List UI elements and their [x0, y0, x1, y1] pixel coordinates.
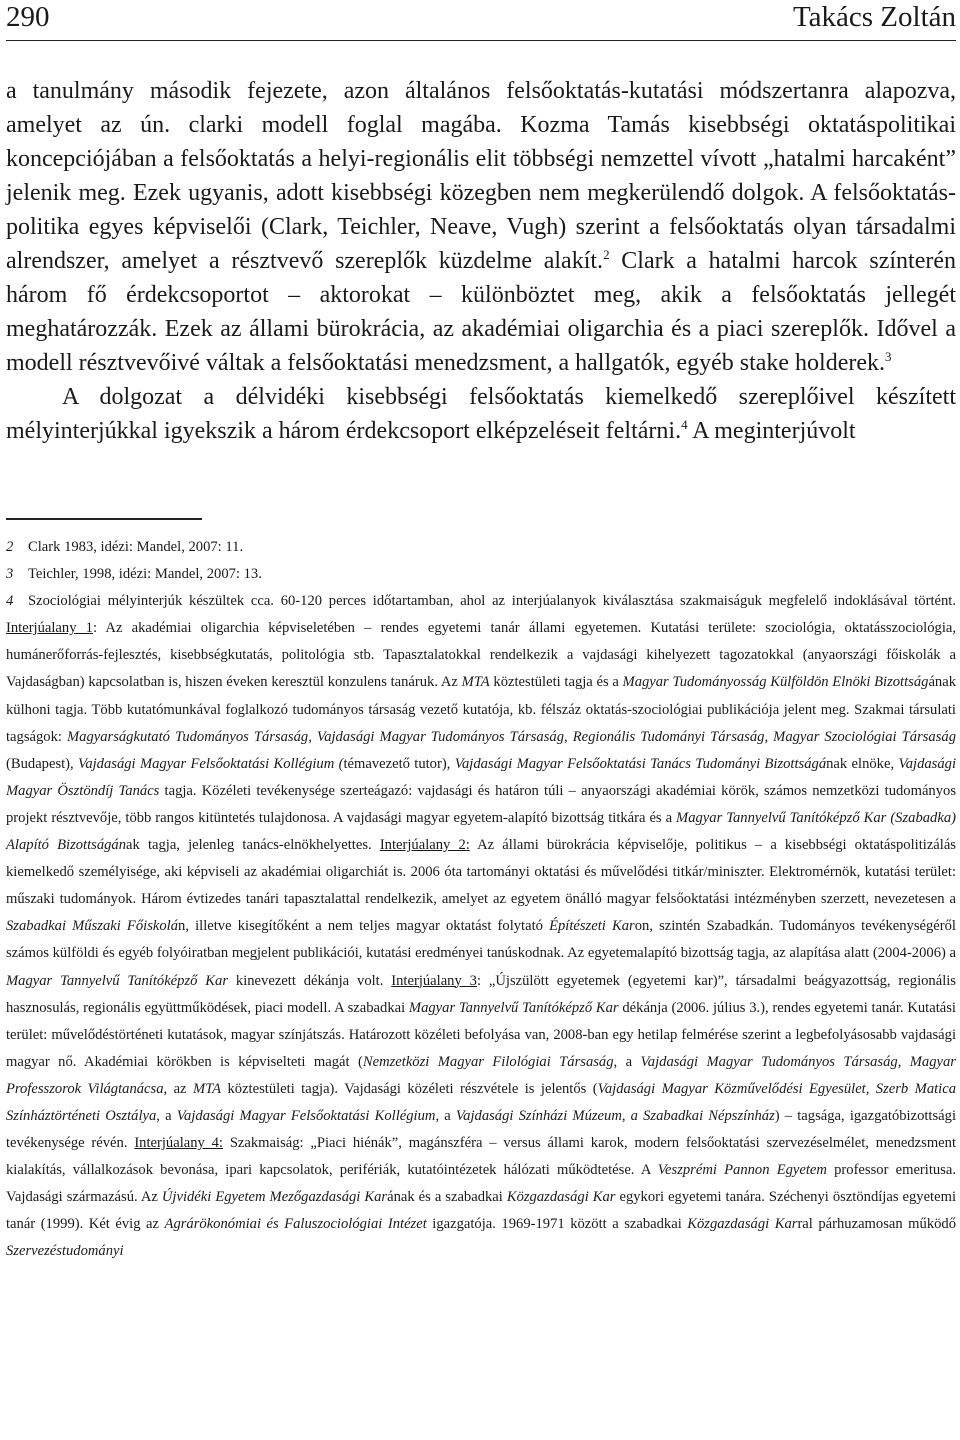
interviewee-1-label: Interjúalany 1 — [6, 620, 93, 637]
page-header — [6, 0, 956, 41]
interviewee-3-label: Interjúalany 3 — [391, 972, 477, 989]
interviewee-2-label: Interjúalany 2: — [379, 837, 470, 854]
page-number: 290 — [6, 1, 50, 33]
footnote-ref-3[interactable]: 3 — [885, 349, 892, 364]
footnote-ref-4[interactable]: 4 — [681, 417, 688, 432]
footnotes — [6, 534, 956, 1266]
interviewee-4-label: Interjúalany 4: — [134, 1135, 223, 1152]
main-text — [6, 74, 956, 448]
footnote-number: 3 — [6, 566, 14, 583]
paragraph-2: A dolgozat a délvidéki kisebbségi felsőoktatás kiemelkedő szereplőivel készített mélyinterjúkkal igyekszik a három érdekcsoport elképzeléseit feltárni.$^4$ A meginterjúvolt — [6, 384, 956, 444]
footnote-2: 2 Clark 1983, idézi: Mandel, 2007: 11. — [6, 534, 956, 561]
footnote-divider — [6, 518, 202, 520]
paragraph-1: a tanulmány második fejezete, azon általános felsőoktatás-kutatási módszertanra alapozva, amelyet az ún. clarki modell foglal magába. Kozma Tamás kisebbségi oktatáspolitikai koncepciójában a felsőoktatás a helyi-regionális elit többségi nemzettel vívott „hatalmi harcaként” jelenik meg. Ezek ugyanis, adott kisebbségi közegben nem megkerülendő dolgok. A felsőoktatás-politika egyes képviselői (Clark, Teichler, Neave, Vugh) szerint a felsőoktatás olyan társadalmi alrendszer, amelyet a résztvevő szereplők küzdelme alakít.$^2$ Clark a hatalmi harcok színterén három fő érdekcsoportot – aktorokat – különböztet meg, akik a felsőoktatás jellegét meghatározzák. Ezek az állami bürokrácia, az akadémiai oligarchia és a piaci szereplők. Idővel a modell résztvevőivé váltak a felsőoktatási menedzsment, a hallgatók, egyéb stake holderek.$^3$ — [6, 78, 956, 376]
footnote-3: 3 Teichler, 1998, idézi: Mandel, 2007: 13. — [6, 561, 956, 588]
footnote-4: 4 Szociológiai mélyinterjúk készültek cca. 60-120 perces időtartamban, ahol az interjúalanyok kiválasztása szakmaiságuk megfelelő indoklásával történt. Interjúalany 1: Az akadémiai oligarchia képviseletében – rendes egyetemi tanár állami egyetemen. Kutatási területe: szociológia, oktatásszociológia, humánerőforrás-fejlesztés, kisebbségkutatás, politológia stb. Tapasztalatokkal rendelkezik a vajdasági kihelyezett tagozatokkal (anyaországi főiskolák a Vajdaságban) kapcsolatban is, hiszen éveken keresztül konzulens tanáruk. Az MTA köztestületi tagja és a Magyar Tudományosság Külföldön Elnöki Bizottságának külhoni tagja. Több kutatómunkával foglalkozó tudományos társaság vezető kutatója, kb. félszáz oktatás-szociológiai publikációja jelent meg. Szakmai társulati tagságok: Magyarságkutató Tudományos Társaság, Vajdasági Magyar Tudományos Társaság, Regionális Tudományi Társaság, Magyar Szociológiai Társaság (Budapest), Vajdasági Magyar Felsőoktatási Kollégium (témavezető tutor), Vajdasági Magyar Felsőoktatási Tanács Tudományi Bizottságának elnöke, Vajdasági Magyar Ösztöndíj Tanács tagja. Közéleti tevékenysége szerteágazó: vajdasági és határon túli – anyaországi akadémiai körök, számos nemzetközi tudományos projekt résztvevője, több rangos kitüntetés tulajdonosa. A vajdasági magyar egyetem-alapító bizottság titkára és a Magyar Tannyelvű Tanítóképző Kar (Szabadka) Alapító Bizottságának tagja, jelenleg tanács-elnökhelyettes. Interjúalany 2: Az állami bürokrácia képviselője, politikus – a kisebbségi oktatáspolitizálás kiemelkedő személyisége, aki képviseli az akadémiai oligarchiát is. 2006 óta tartományi oktatási és művelődési titkár/miniszter. Elektromérnök, kutatási terület: műszaki tudományok. Három évtizedes tanári tapasztalattal rendelkezik, amelyet az egyetem önálló magyar felsőoktatási intézményben szerzett, nevezetesen a Szabadkai Műszaki Főiskolán, illetve kisegítőként a nem teljes magyar oktatást folytató Építészeti Karon, szintén Szabadkán. Tudományos tevékenységéről számos külföldi és egyéb folyóiratban megjelent publikációi, kutatási eredményei tanúskodnak. Az egyetemalapító bizottság tagja, az alapítása alatt (2004-2006) a Magyar Tannyelvű Tanítóképző Kar kinevezett dékánja volt. Interjúalany 3: „Újszülött egyetemek (egyetemi kar)”, társadalmi beágyazottság, regionális hasznosulás, regionális együttműködések, piaci modell. A szabadkai Magyar Tannyelvű Tanítóképző Kar dékánja (2006. július 3.), rendes egyetemi tanár. Kutatási terület: művelődéstörténeti kutatások, magyar színjátszás. Határozott közéleti befolyása van, 2008-ban egy hetilap felmérése szerint a legbefolyásosabb vajdasági magyar nő. Akadémiai körökben is képviselteti magát (Nemzetközi Magyar Filológiai Társaság, a Vajdasági Magyar Tudományos Társaság, Magyar Professzorok Világtanácsa, az MTA köztestületi tagja). Vajdasági közéleti részvétele is jelentős (Vajdasági Magyar Közművelődési Egyesület, Szerb Matica Színháztörténeti Osztálya, a Vajdasági Magyar Felsőoktatási Kollégium, a Vajdasági Színházi Múzeum, a Szabadkai Népszínház) – tagsága, igazgatóbizottsági tevékenysége révén. Interjúalany 4: Szakmaiság: „Piaci hiénák”, magánszféra – versus állami karok, modern felsőoktatási szervezéselmélet, menedzsment kialakítás, vállalkozások bevonása, ipari kapcsolatok, perifériák, kutatóintézetek hálózati működtetése. A Veszprémi Pannon Egyetem professor emeritusa. Vajdasági származású. Az Újvidéki Egyetem Mezőgazdasági Karának és a szabadkai Közgazdasági Kar egykori egyetemi tanára. Széchenyi ösztöndíjas egyetemi tanár (1999). Két évig az Agrárökonómiai és Faluszociológiai Intézet igazgatója. 1969-1971 között a szabadkai Közgazdasági Karral párhuzamosan működő Szervezéstudományi — [6, 588, 956, 1265]
footnote-ref-2[interactable]: 2 — [603, 247, 610, 262]
footnote-number: 2 — [6, 539, 14, 555]
footnote-number: 4 — [6, 593, 14, 610]
running-head-author: Takács Zoltán — [792, 1, 956, 33]
